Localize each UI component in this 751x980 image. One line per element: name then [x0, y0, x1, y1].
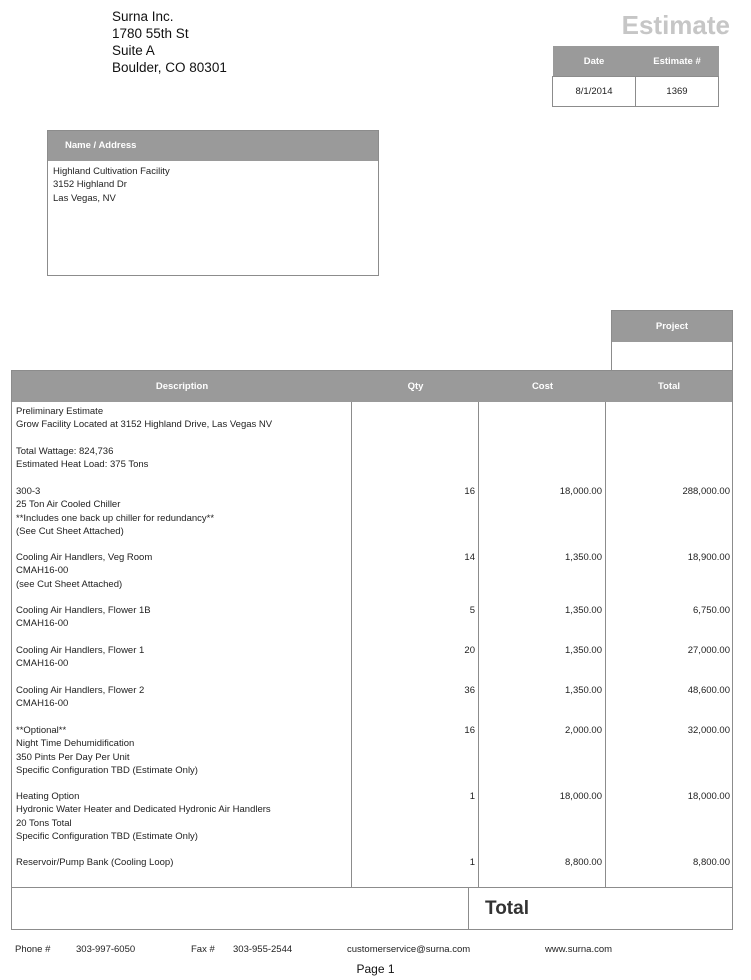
bill-to-line-2: 3152 Highland Dr [53, 179, 127, 191]
description-line: 25 Ton Air Cooled Chiller [16, 499, 121, 511]
description-line: **Optional** [16, 725, 67, 736]
description-line: Estimated Heat Load: 375 Tons [16, 459, 149, 471]
date-header: Date [553, 46, 636, 77]
company-city-state-zip: Boulder, CO 80301 [112, 60, 227, 75]
row-description [16, 551, 346, 591]
row-cost: 1,350.00 [565, 645, 602, 656]
row-description [16, 790, 346, 843]
row-cost: 8,800.00 [565, 857, 602, 868]
totals-row [11, 887, 733, 930]
description-line: (see Cut Sheet Attached) [16, 578, 123, 590]
qty-column-header: Qty [407, 381, 424, 392]
description-line: Preliminary Estimate [16, 406, 104, 417]
description-line: Night Time Dehumidification [16, 738, 135, 750]
row-total: 8,800.00 [693, 857, 730, 868]
phone-number: 303-997-6050 [76, 944, 136, 955]
bill-to-header: Name / Address [48, 131, 378, 161]
row-qty: 16 [464, 486, 475, 497]
description-line: Cooling Air Handlers, Flower 1 [16, 645, 145, 656]
row-qty: 16 [464, 725, 475, 736]
row-total: 18,000.00 [687, 791, 730, 802]
description-line: Cooling Air Handlers, Flower 1B [16, 605, 151, 616]
description-line: **Includes one back up chiller for redundancy** [16, 512, 215, 524]
row-total: 48,600.00 [687, 685, 730, 696]
line-items-header-row [12, 371, 732, 402]
estimate-meta-table [552, 46, 719, 107]
row-cost: 1,350.00 [565, 685, 602, 696]
description-column-header: Description [155, 381, 209, 392]
description-line: CMAH16-00 [16, 565, 69, 577]
document-title: Estimate [621, 10, 730, 40]
description-line: Reservoir/Pump Bank (Cooling Loop) [16, 857, 174, 868]
project-header: Project [612, 311, 732, 342]
row-qty: 36 [464, 685, 475, 696]
description-line: Specific Configuration TBD (Estimate Only) [16, 764, 198, 776]
bill-to-line-3: Las Vegas, NV [53, 192, 116, 204]
row-qty: 14 [464, 552, 475, 563]
page-number: Page 1 [356, 962, 395, 976]
company-address-block [112, 8, 227, 76]
email-address: customerservice@surna.com [347, 944, 471, 955]
row-description [16, 485, 346, 538]
fax-number: 303-955-2544 [233, 944, 293, 955]
phone-label: Phone # [15, 944, 51, 955]
description-line: Total Wattage: 824,736 [16, 446, 114, 457]
row-total: 32,000.00 [687, 725, 730, 736]
row-description [16, 445, 346, 472]
estimate-number-header: Estimate # [636, 46, 719, 77]
description-line: 350 Pints Per Day Per Unit [16, 751, 130, 763]
row-description [16, 684, 346, 711]
description-line: Grow Facility Located at 3152 Highland Drive, Las Vegas NV [16, 419, 273, 431]
row-cost: 18,000.00 [559, 486, 602, 497]
description-line: CMAH16-00 [16, 618, 69, 630]
company-address-line-1: 1780 55th St [112, 26, 189, 41]
description-line: 300-3 [16, 486, 41, 497]
row-cost: 18,000.00 [559, 791, 602, 802]
description-line: Cooling Air Handlers, Flower 2 [16, 685, 145, 696]
row-qty: 1 [469, 857, 475, 868]
description-line: (See Cut Sheet Attached) [16, 525, 124, 537]
total-column-header: Total [658, 381, 680, 392]
row-cost: 1,350.00 [565, 552, 602, 563]
row-description [16, 724, 346, 777]
row-qty: 5 [469, 605, 475, 616]
date-value: 8/1/2014 [553, 77, 636, 107]
company-address-line-2: Suite A [112, 43, 155, 58]
fax-label: Fax # [191, 944, 215, 955]
row-total: 288,000.00 [682, 486, 730, 497]
company-name: Surna Inc. [112, 9, 174, 24]
description-line: CMAH16-00 [16, 698, 69, 710]
row-qty: 20 [464, 645, 475, 656]
cost-column-header: Cost [531, 381, 554, 392]
row-cost: 2,000.00 [565, 725, 602, 736]
row-total: 27,000.00 [687, 645, 730, 656]
website-url: www.surna.com [545, 944, 613, 955]
description-line: Hydronic Water Heater and Dedicated Hydronic Air Handlers [16, 804, 271, 816]
row-qty: 1 [469, 791, 475, 802]
line-items-table [11, 370, 733, 888]
row-description [16, 405, 346, 432]
row-cost: 1,350.00 [565, 605, 602, 616]
row-description [16, 644, 346, 671]
description-line: Cooling Air Handlers, Veg Room [16, 552, 153, 563]
row-description [16, 856, 346, 869]
description-line: 20 Tons Total [16, 817, 72, 829]
bill-to-box [47, 130, 379, 276]
bill-to-line-1: Highland Cultivation Facility [53, 166, 170, 177]
row-description [16, 604, 346, 631]
row-total: 6,750.00 [693, 605, 730, 616]
estimate-number-value: 1369 [636, 77, 719, 107]
project-box [611, 310, 733, 372]
description-line: Specific Configuration TBD (Estimate Only) [16, 830, 198, 842]
total-label: Total [485, 898, 529, 919]
description-line: Heating Option [16, 791, 80, 802]
row-total: 18,900.00 [687, 552, 730, 563]
description-line: CMAH16-00 [16, 658, 69, 670]
totals-divider [468, 888, 469, 929]
